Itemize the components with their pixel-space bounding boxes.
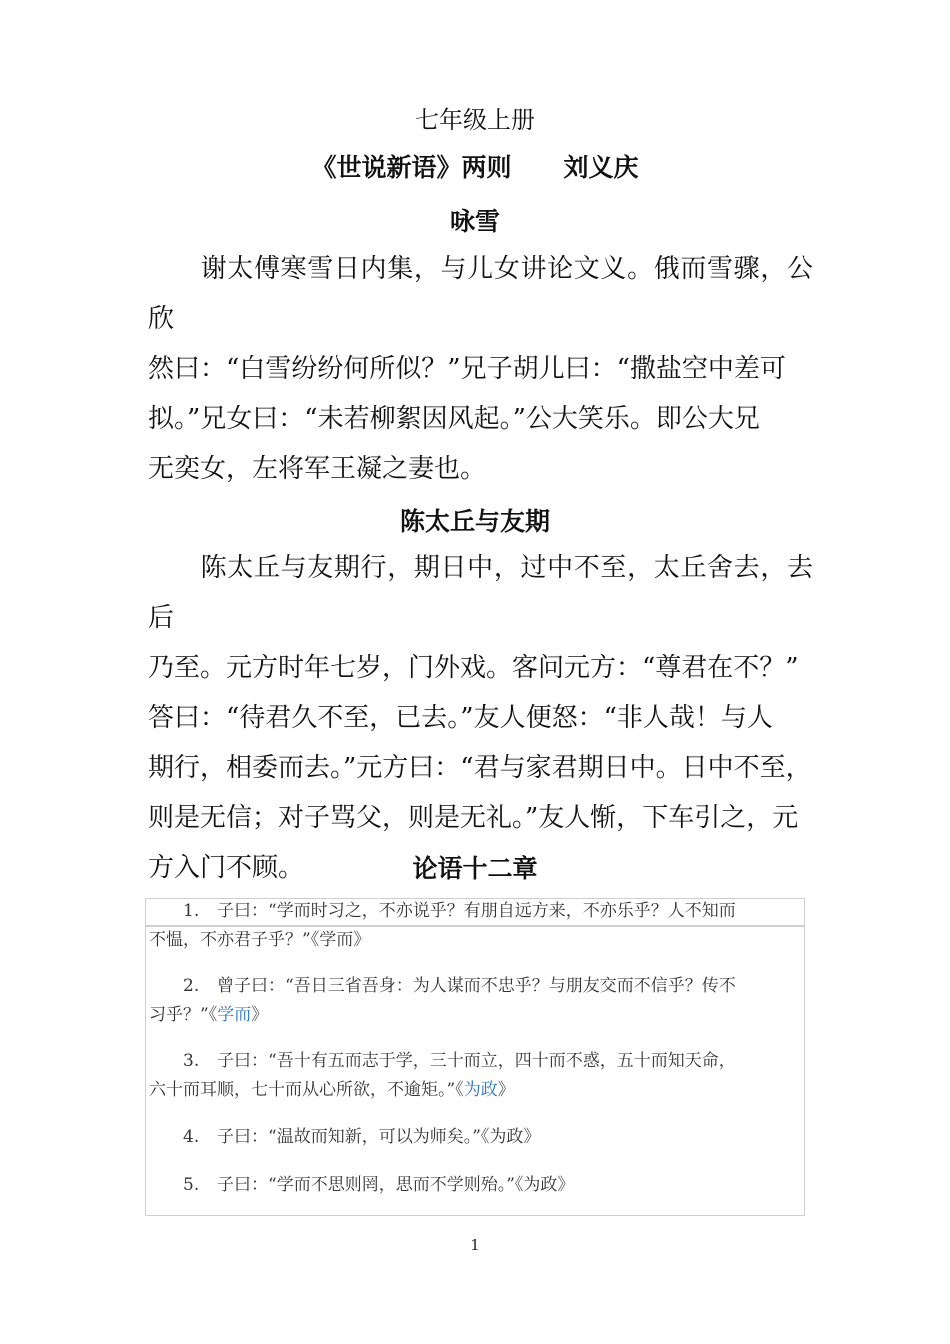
text-line: 乃至。元方时年七岁，门外戏。客问元方：“尊君在不？” <box>148 653 799 683</box>
text-line: 拟。”兄女曰：“未若柳絮因风起。”公大笑乐。即公大兄 <box>148 404 760 434</box>
section-heading-yongxue: 咏雪 <box>449 207 500 236</box>
text-line: 方入门不顾。 <box>148 853 305 883</box>
page-number: 1 <box>470 1236 480 1254</box>
section-heading-chentaiqiu: 陈太丘与友期 <box>399 507 550 536</box>
text-line: 无奕女，左将军王凝之妻也。 <box>148 454 487 484</box>
list-item: 3. 子曰：“吾十有五而志于学，三十而立，四十而不惑，五十而知天命， 六十而耳顺，七十而从心所欲，不逾矩。”《为政》 <box>149 1051 736 1100</box>
list-item: 1. 子曰：“学而时习之，不亦说乎？有朋自远方来，不亦乐乎？人不知而 不愠，不亦君子乎？”《学而》 <box>149 901 736 950</box>
work-title: 《世说新语》两则 <box>311 153 512 182</box>
chapter-link-weizheng[interactable]: 为政 <box>463 1080 498 1100</box>
text-line: 陈太丘与友期行，期日中，过中不至，太丘舍去，去后 <box>148 553 813 633</box>
text-line: 则是无信；对子骂父，则是无礼。”友人惭，下车引之，元 <box>148 803 799 833</box>
text-line: 然曰：“白雪纷纷何所似？”兄子胡儿曰：“撒盐空中差可 <box>148 354 786 384</box>
list-item: 4. 子曰：“温故而知新，可以为师矣。”《为政》 <box>183 1127 541 1147</box>
section-heading-lunyu: 论语十二章 <box>412 854 538 883</box>
section-body-chentaiqiu <box>148 543 813 893</box>
document-title <box>0 148 950 184</box>
grade-label: 七年级上册 <box>415 106 535 134</box>
text-line: 谢太傅寒雪日内集，与儿女讲论文义。俄而雪骤，公欣 <box>148 254 813 334</box>
author-name: 刘义庆 <box>563 153 639 182</box>
list-item: 5. 子曰：“学而不思则罔，思而不学则殆。”《为政》 <box>183 1175 575 1195</box>
section-body-yongxue <box>148 244 813 494</box>
list-item: 2. 曾子曰：“吾日三省吾身：为人谋而不忠乎？与朋友交而不信乎？传不 习乎？”《学而》 <box>149 976 736 1025</box>
text-line: 期行，相委而去。”元方曰：“君与家君期日中。日中不至， <box>148 753 812 783</box>
chapter-link-xueer[interactable]: 学而 <box>217 1005 252 1025</box>
text-line: 答曰：“待君久不至，已去。”友人便怒：“非人哉！与人 <box>148 703 773 733</box>
